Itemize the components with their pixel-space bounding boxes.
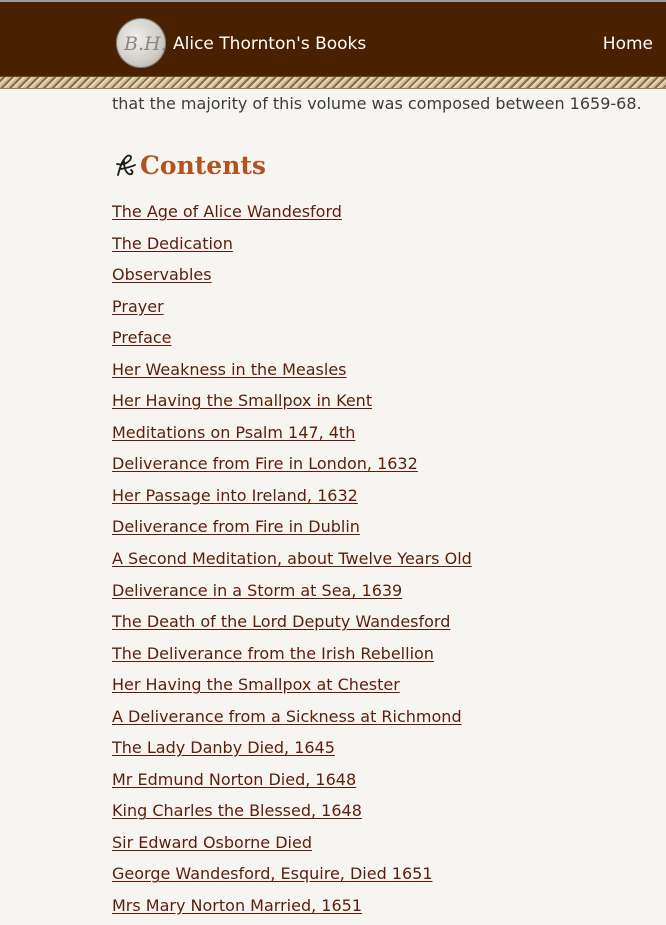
header-ornamental-border — [0, 76, 666, 89]
contents-item — [112, 767, 472, 799]
contents-item — [112, 735, 472, 767]
contents-item — [112, 357, 472, 389]
contents-item — [112, 861, 472, 893]
contents-link[interactable]: A Deliverance from a Sickness at Richmond — [112, 706, 462, 726]
contents-link[interactable]: Her Weakness in the Measles — [112, 359, 347, 379]
contents-link[interactable]: Mr Edmund Norton Died, 1648 — [112, 769, 357, 789]
contents-link[interactable]: The Dedication — [112, 233, 233, 253]
contents-link[interactable]: Her Having the Smallpox in Kent — [112, 391, 373, 411]
contents-item — [112, 388, 472, 420]
contents-link[interactable]: Sir Edward Osborne Died — [112, 832, 312, 852]
contents-link[interactable]: A Second Meditation, about Twelve Years Old — [112, 549, 472, 569]
contents-link[interactable]: King Charles the Blessed, 1648 — [112, 801, 362, 821]
home-link[interactable]: Home — [602, 34, 653, 54]
contents-link[interactable]: Deliverance from Fire in Dublin — [112, 517, 360, 537]
contents-item — [112, 546, 472, 578]
contents-item — [112, 830, 472, 862]
intro-text: that the majority of this volume was composed between 1659-68. — [112, 94, 642, 113]
contents-link[interactable]: Deliverance in a Storm at Sea, 1639 — [112, 580, 403, 600]
logo-initials: B.H. — [124, 33, 167, 55]
contents-link[interactable]: Mrs Mary Norton Married, 1651 — [112, 896, 362, 916]
contents-item — [112, 451, 472, 483]
contents-list — [112, 199, 472, 925]
contents-link[interactable]: Preface — [112, 328, 172, 348]
contents-heading-text: Contents — [140, 151, 267, 180]
contents-item — [112, 262, 472, 294]
contents-item — [112, 609, 472, 641]
site-logo[interactable] — [116, 18, 166, 68]
contents-heading — [112, 150, 266, 182]
contents-link[interactable]: Prayer — [112, 296, 164, 316]
contents-link[interactable]: Observables — [112, 265, 212, 285]
contents-item — [112, 578, 472, 610]
contents-item — [112, 514, 472, 546]
contents-link[interactable]: Deliverance from Fire in London, 1632 — [112, 454, 418, 474]
contents-item — [112, 483, 472, 515]
monogram-icon — [121, 26, 167, 60]
contents-item — [112, 420, 472, 452]
contents-item — [112, 231, 472, 263]
contents-item — [112, 294, 472, 326]
contents-link[interactable]: George Wandesford, Esquire, Died 1651 — [112, 864, 433, 884]
contents-link[interactable]: Meditations on Psalm 147, 4th — [112, 422, 356, 442]
contents-item — [112, 798, 472, 830]
fleuron-icon — [112, 153, 138, 179]
contents-link[interactable]: The Lady Danby Died, 1645 — [112, 738, 335, 758]
site-title[interactable]: Alice Thornton's Books — [173, 34, 367, 54]
contents-link[interactable]: Her Having the Smallpox at Chester — [112, 675, 400, 695]
contents-item — [112, 893, 472, 925]
contents-item — [112, 704, 472, 736]
contents-item — [112, 641, 472, 673]
contents-item — [112, 325, 472, 357]
contents-link[interactable]: The Deliverance from the Irish Rebellion — [112, 643, 434, 663]
contents-item — [112, 199, 472, 231]
contents-item — [112, 672, 472, 704]
contents-link[interactable]: The Death of the Lord Deputy Wandesford — [112, 612, 451, 632]
site-header — [0, 0, 666, 80]
contents-link[interactable]: Her Passage into Ireland, 1632 — [112, 485, 358, 505]
contents-link[interactable]: The Age of Alice Wandesford — [112, 202, 342, 221]
